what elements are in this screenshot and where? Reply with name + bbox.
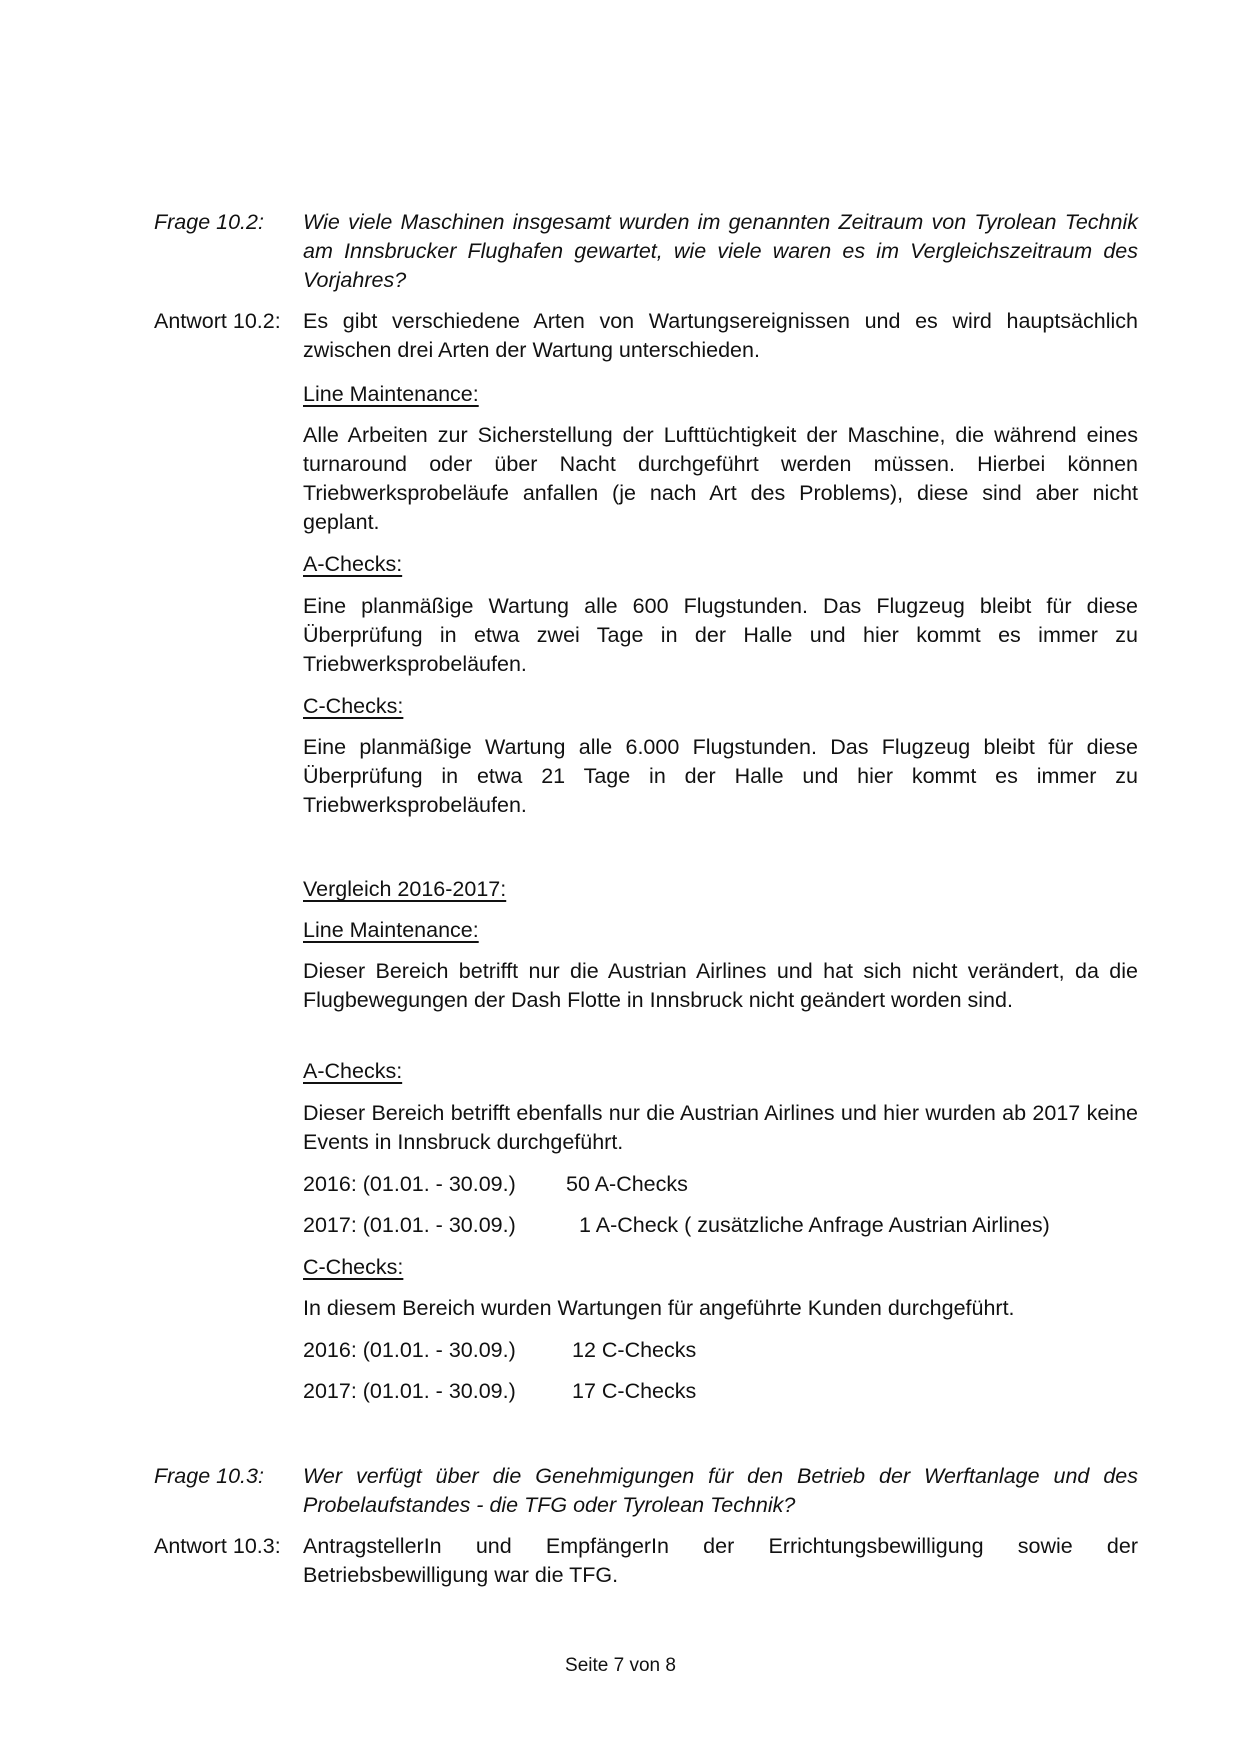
answer-label: Antwort 10.2: bbox=[154, 309, 281, 333]
comparison-line-heading: Line Maintenance: bbox=[303, 918, 479, 942]
period: 2017: (01.01. - 30.09.) bbox=[303, 1379, 516, 1403]
value: 50 A-Checks bbox=[566, 1172, 688, 1196]
c-checks-text: Eine planmäßige Wartung alle 6.000 Flugstunden. Das Flugzeug bleibt für diese Überprüfung in etwa 21 Tage in der Halle und hier kommt es immer zu Triebwerksprobeläufen. bbox=[303, 735, 1138, 817]
question-label: Frage 10.2: bbox=[154, 210, 264, 234]
value: 17 C-Checks bbox=[572, 1379, 697, 1403]
period: 2016: (01.01. - 30.09.) bbox=[303, 1172, 516, 1196]
line-maintenance-heading: Line Maintenance: bbox=[303, 382, 479, 406]
value: 1 A-Check ( zusätzliche Anfrage Austrian Airlines) bbox=[579, 1213, 1050, 1237]
comparison-line-text: Dieser Bereich betrifft nur die Austrian Airlines und hat sich nicht verändert, da die Flugbewegungen der Dash Flotte in Innsbruck nicht geändert worden sind. bbox=[303, 959, 1138, 1012]
answer-intro: Es gibt verschiedene Arten von Wartungsereignissen und es wird hauptsächlich zwischen drei Arten der Wartung unterschieden. bbox=[303, 309, 1138, 362]
a-checks-heading: A-Checks: bbox=[303, 552, 403, 576]
question-label: Frage 10.3: bbox=[154, 1464, 264, 1488]
page-number: Seite 7 von 8 bbox=[565, 1655, 676, 1676]
comparison-c-heading: C-Checks: bbox=[303, 1255, 404, 1279]
comparison-c-text: In diesem Bereich wurden Wartungen für angeführte Kunden durchgeführt. bbox=[303, 1296, 1015, 1320]
line-maintenance-text: Alle Arbeiten zur Sicherstellung der Lufttüchtigkeit der Maschine, die während eines turnaround oder über Nacht durchgeführt werden müssen. Hierbei können Triebwerksprobeläufe anfallen (je nach Art des Problems), diese sind aber nicht geplant. bbox=[303, 423, 1138, 534]
c-checks-heading: C-Checks: bbox=[303, 694, 404, 718]
period: 2016: (01.01. - 30.09.) bbox=[303, 1338, 516, 1362]
comparison-a-heading: A-Checks: bbox=[303, 1059, 403, 1083]
comparison-a-text: Dieser Bereich betrifft ebenfalls nur die Austrian Airlines und hier wurden ab 2017 keine Events in Innsbruck durchgeführt. bbox=[303, 1101, 1138, 1154]
value: 12 C-Checks bbox=[572, 1338, 697, 1362]
question-text: Wie viele Maschinen insgesamt wurden im genannten Zeitraum von Tyrolean Technik am Innsbrucker Flughafen gewartet, wie viele waren es im Vergleichszeitraum des Vorjahres? bbox=[303, 210, 1138, 292]
period: 2017: (01.01. - 30.09.) bbox=[303, 1213, 516, 1237]
question-text: Wer verfügt über die Genehmigungen für den Betrieb der Werftanlage und des Probelaufstandes - die TFG oder Tyrolean Technik? bbox=[303, 1464, 1138, 1517]
answer-label: Antwort 10.3: bbox=[154, 1534, 281, 1558]
a-checks-text: Eine planmäßige Wartung alle 600 Flugstunden. Das Flugzeug bleibt für diese Überprüfung in etwa zwei Tage in der Halle und hier kommt es immer zu Triebwerksprobeläufen. bbox=[303, 594, 1138, 676]
answer-text: AntragstellerIn und EmpfängerIn der Errichtungsbewilligung sowie der Betriebsbewilligung war die TFG. bbox=[303, 1534, 1138, 1587]
comparison-heading: Vergleich 2016-2017: bbox=[303, 877, 507, 901]
